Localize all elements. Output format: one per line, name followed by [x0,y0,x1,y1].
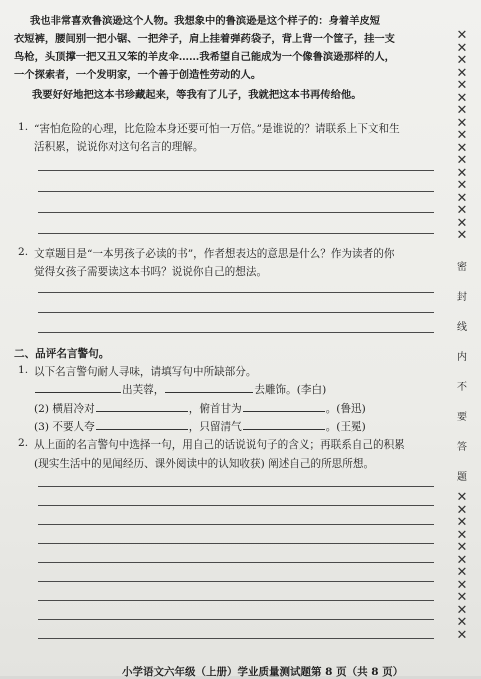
question-2-line-1: 文章题目是“一本男孩子必读的书”，作者想表达的意思是什么？作为读者的你 [34,248,395,260]
answer-line[interactable] [38,212,434,213]
answer-line[interactable] [38,191,434,192]
section-2-q2-line-1: 从上面的名言警句中选择一句，用自己的话说说句子的含义；再联系自己的积累 [34,439,405,451]
answer-line[interactable] [38,332,434,333]
fill-blank[interactable] [243,401,325,412]
seal-char-5: 不 [457,382,467,393]
section-2-title: 二、品评名言警句。 [14,348,110,360]
seal-line-margin [447,30,477,642]
answer-line[interactable] [38,581,434,582]
section-2-q2-line-2: (现实生活中的见闻经历、课外阅读中的认知收获) 阐述自己的所思所想。 [34,458,375,470]
quote-2-middle: ，俯首甘为 [188,403,242,415]
question-2-line-2: 觉得女孩子需要读这本书吗？说说你自己的想法。 [34,266,268,278]
cross-pattern-lower: ✕ ✕ ✕ ✕ ✕ ✕ ✕ ✕ ✕ ✕ ✕ ✕ [456,492,468,642]
answer-line[interactable] [38,600,434,601]
seal-char-3: 线 [457,322,467,333]
fill-blank[interactable] [96,401,188,412]
quote-item-2 [34,401,366,416]
section-2-q1-text: 以下名言警句耐人寻味，请填写句中所缺部分。 [34,366,257,378]
question-2-number: 2. [18,246,29,258]
passage-line-3: 鸟枪，头顶撑一把又丑又笨的羊皮伞……我希望自己能成为一个像鲁滨逊那样的人， [14,51,395,63]
seal-char-6: 要 [457,412,467,423]
answer-line[interactable] [38,543,434,544]
cross-pattern-upper: ✕ ✕ ✕ ✕ ✕ ✕ ✕ ✕ ✕ ✕ ✕ ✕ ✕ ✕ ✕ ✕ ✕ [456,30,468,243]
answer-line[interactable] [38,233,434,234]
quote-2-start: (2) 横眉冷对 [34,403,95,415]
quote-1-end: 去雕饰。(李白) [254,384,327,396]
page-footer: 小学语文六年级（上册）学业质量测试题第 8 页（共 8 页） [122,666,404,678]
fill-blank[interactable] [96,419,188,430]
seal-char-7: 答 [457,442,467,453]
answer-line[interactable] [38,619,434,620]
answer-line[interactable] [38,292,434,293]
quote-3-middle: ，只留清气 [188,421,242,433]
passage-line-5: 我要好好地把这本书珍藏起来，等我有了儿子，我就把这本书再传给他。 [32,89,362,101]
answer-line[interactable] [38,312,434,313]
seal-char-2: 封 [457,292,467,303]
answer-line[interactable] [38,486,434,487]
quote-1-middle: 出芙蓉， [122,384,165,396]
section-2-q2-number: 2. [18,437,29,449]
answer-line[interactable] [38,524,434,525]
fill-blank[interactable] [165,382,253,393]
answer-line[interactable] [38,170,434,171]
fill-blank[interactable] [243,419,325,430]
question-1-number: 1. [18,121,29,133]
answer-line[interactable] [38,638,434,639]
answer-line[interactable] [38,505,434,506]
section-2-q1-number: 1. [18,364,29,376]
fill-blank[interactable] [35,382,121,393]
passage-line-2: 衣短裤，腰间别一把小锯、一把斧子，肩上挂着弹药袋子，背上背一个筐子，挂一支 [14,33,395,45]
question-1-line-1: “害怕危险的心理，比危险本身还要可怕一万倍。”是谁说的？请联系上下文和生 [34,123,400,135]
question-1-line-2: 活积累，说说你对这句名言的理解。 [34,141,204,153]
passage-line-1: 我也非常喜欢鲁滨逊这个人物。我想象中的鲁滨逊是这个样子的：身着羊皮短 [30,15,381,27]
quote-3-start: (3) 不要人夸 [34,421,95,433]
quote-item-1 [34,382,326,397]
quote-3-end: 。(王冕) [325,421,366,433]
seal-char-1: 密 [457,262,467,273]
seal-char-8: 题 [457,472,467,483]
quote-2-end: 。(鲁迅) [325,403,366,415]
passage-line-4: 一个探索者，一个发明家，一个善于创造性劳动的人。 [14,69,262,81]
answer-line[interactable] [38,562,434,563]
seal-char-4: 内 [457,352,467,363]
quote-item-3 [34,419,366,434]
